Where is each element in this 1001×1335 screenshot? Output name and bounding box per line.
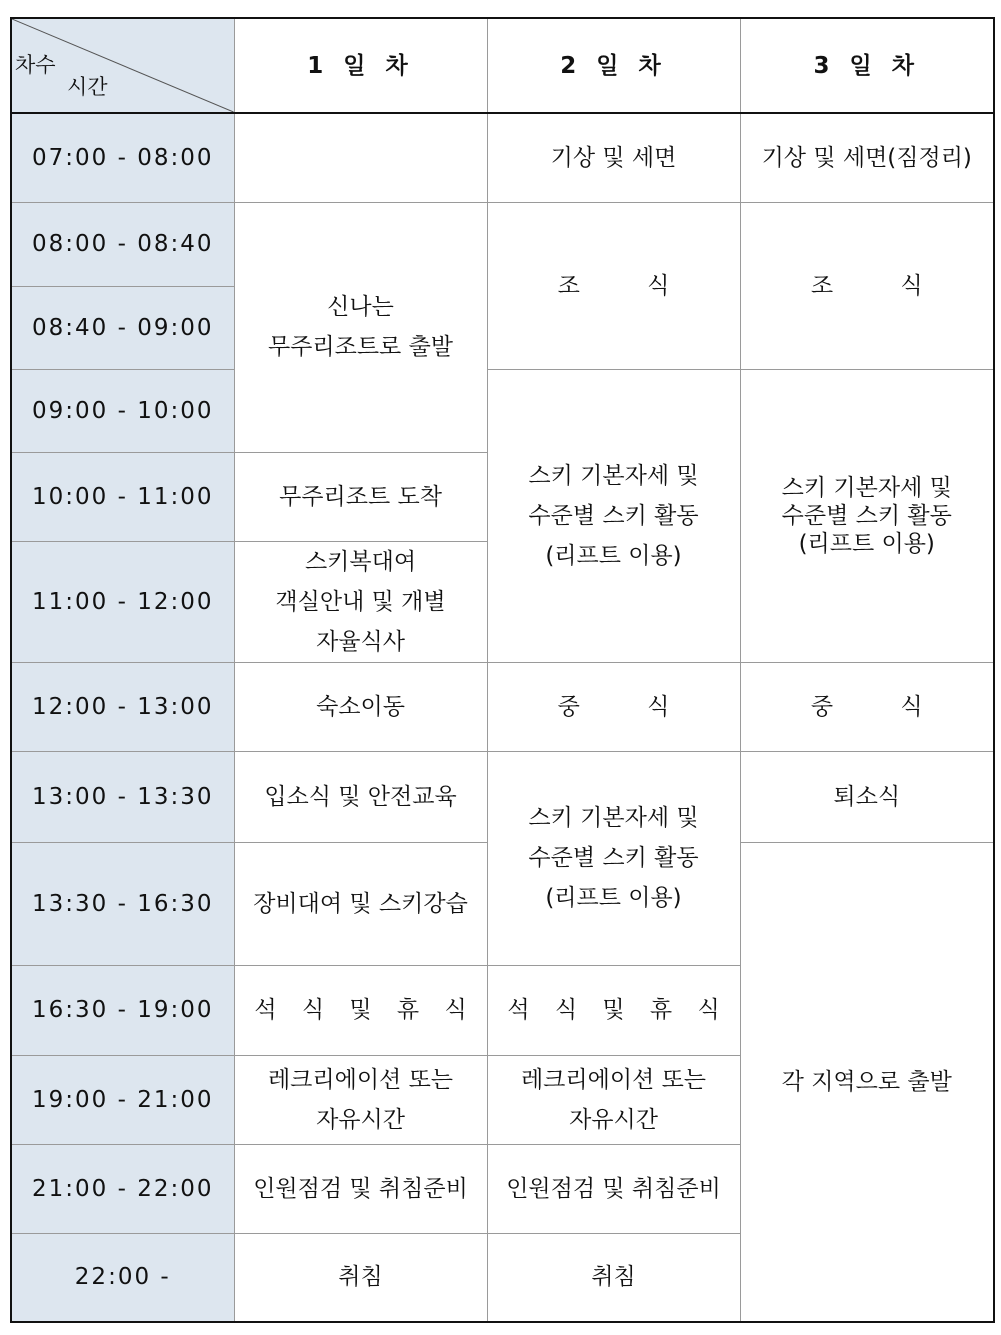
day1-move: 숙소이동 bbox=[234, 662, 487, 751]
time-cell: 08:00 - 08:40 bbox=[11, 202, 234, 286]
day2-ski-morning bbox=[487, 369, 740, 662]
day2-ski-line2: 수준별 스키 활동 bbox=[528, 502, 699, 529]
day3-closing: 퇴소식 bbox=[740, 751, 994, 842]
table-row bbox=[11, 202, 994, 286]
corner-label-time: 시간 bbox=[67, 75, 108, 99]
day2-ski2-line2: 수준별 스키 활동 bbox=[528, 845, 699, 871]
header-row bbox=[11, 18, 994, 113]
table-row bbox=[11, 369, 994, 452]
day2-ski-afternoon bbox=[487, 751, 740, 965]
time-cell: 22:00 - bbox=[11, 1233, 234, 1322]
day2-rec-line2: 자유시간 bbox=[569, 1106, 658, 1133]
table-row bbox=[11, 113, 994, 202]
time-cell: 16:30 - 19:00 bbox=[11, 965, 234, 1055]
day1-check: 인원점검 및 취침준비 bbox=[234, 1144, 487, 1233]
time-cell: 13:30 - 16:30 bbox=[11, 842, 234, 965]
day2-lunch: 중 식 bbox=[487, 662, 740, 751]
schedule-table bbox=[10, 17, 995, 1323]
time-cell: 13:00 - 13:30 bbox=[11, 751, 234, 842]
day1-rental-line1: 스키복대여 bbox=[304, 548, 417, 575]
day3-ski-morning bbox=[740, 369, 994, 662]
time-cell: 11:00 - 12:00 bbox=[11, 541, 234, 662]
day1-rental-line2: 객실안내 및 개별 bbox=[275, 588, 446, 615]
day3-header: 3 일 차 bbox=[740, 18, 994, 113]
day1-rental bbox=[234, 541, 487, 662]
day3-ski-line3: (리프트 이용) bbox=[798, 530, 935, 557]
time-cell: 21:00 - 22:00 bbox=[11, 1144, 234, 1233]
day1-depart-line2: 무주리조트로 출발 bbox=[267, 334, 454, 360]
day1-arrive: 무주리조트 도착 bbox=[234, 452, 487, 541]
day1-dinner: 석 식 및 휴 식 bbox=[234, 965, 487, 1055]
day3-ski-line2: 수준별 스키 활동 bbox=[781, 502, 952, 529]
day2-check: 인원점검 및 취침준비 bbox=[487, 1144, 740, 1233]
corner-cell bbox=[11, 18, 234, 113]
day1-rental-line3: 자율식사 bbox=[316, 628, 405, 655]
day2-dinner: 석 식 및 휴 식 bbox=[487, 965, 740, 1055]
day1-ceremony: 입소식 및 안전교육 bbox=[234, 751, 487, 842]
day2-ski2-line3: (리프트 이용) bbox=[545, 885, 682, 911]
day2-ski2-line1: 스키 기본자세 및 bbox=[528, 805, 699, 831]
day2-header: 2 일 차 bbox=[487, 18, 740, 113]
day1-empty-cell bbox=[234, 113, 487, 202]
day1-header: 1 일 차 bbox=[234, 18, 487, 113]
day2-recreation bbox=[487, 1055, 740, 1144]
day3-depart: 각 지역으로 출발 bbox=[740, 842, 994, 1322]
day2-wake: 기상 및 세면 bbox=[487, 113, 740, 202]
time-cell: 10:00 - 11:00 bbox=[11, 452, 234, 541]
day3-wake: 기상 및 세면(짐정리) bbox=[740, 113, 994, 202]
time-cell: 07:00 - 08:00 bbox=[11, 113, 234, 202]
day2-ski-line1: 스키 기본자세 및 bbox=[528, 462, 699, 489]
day2-sleep: 취침 bbox=[487, 1233, 740, 1322]
day1-depart bbox=[234, 202, 487, 452]
day2-ski-line3: (리프트 이용) bbox=[545, 542, 682, 569]
time-cell: 08:40 - 09:00 bbox=[11, 286, 234, 369]
day1-recreation bbox=[234, 1055, 487, 1144]
day1-depart-line1: 신나는 bbox=[327, 294, 394, 320]
table-row bbox=[11, 751, 994, 842]
day2-rec-line1: 레크리에이션 또는 bbox=[520, 1066, 707, 1093]
day1-rec-line2: 자유시간 bbox=[316, 1106, 405, 1133]
day1-rec-line1: 레크리에이션 또는 bbox=[267, 1066, 454, 1093]
day2-breakfast: 조 식 bbox=[487, 202, 740, 369]
time-cell: 09:00 - 10:00 bbox=[11, 369, 234, 452]
day1-lesson: 장비대여 및 스키강습 bbox=[234, 842, 487, 965]
time-cell: 19:00 - 21:00 bbox=[11, 1055, 234, 1144]
day3-ski-line1: 스키 기본자세 및 bbox=[781, 474, 952, 501]
corner-label-round: 차수 bbox=[15, 53, 56, 77]
time-cell: 12:00 - 13:00 bbox=[11, 662, 234, 751]
day3-lunch: 중 식 bbox=[740, 662, 994, 751]
day1-sleep: 취침 bbox=[234, 1233, 487, 1322]
table-row bbox=[11, 662, 994, 751]
day3-breakfast: 조 식 bbox=[740, 202, 994, 369]
